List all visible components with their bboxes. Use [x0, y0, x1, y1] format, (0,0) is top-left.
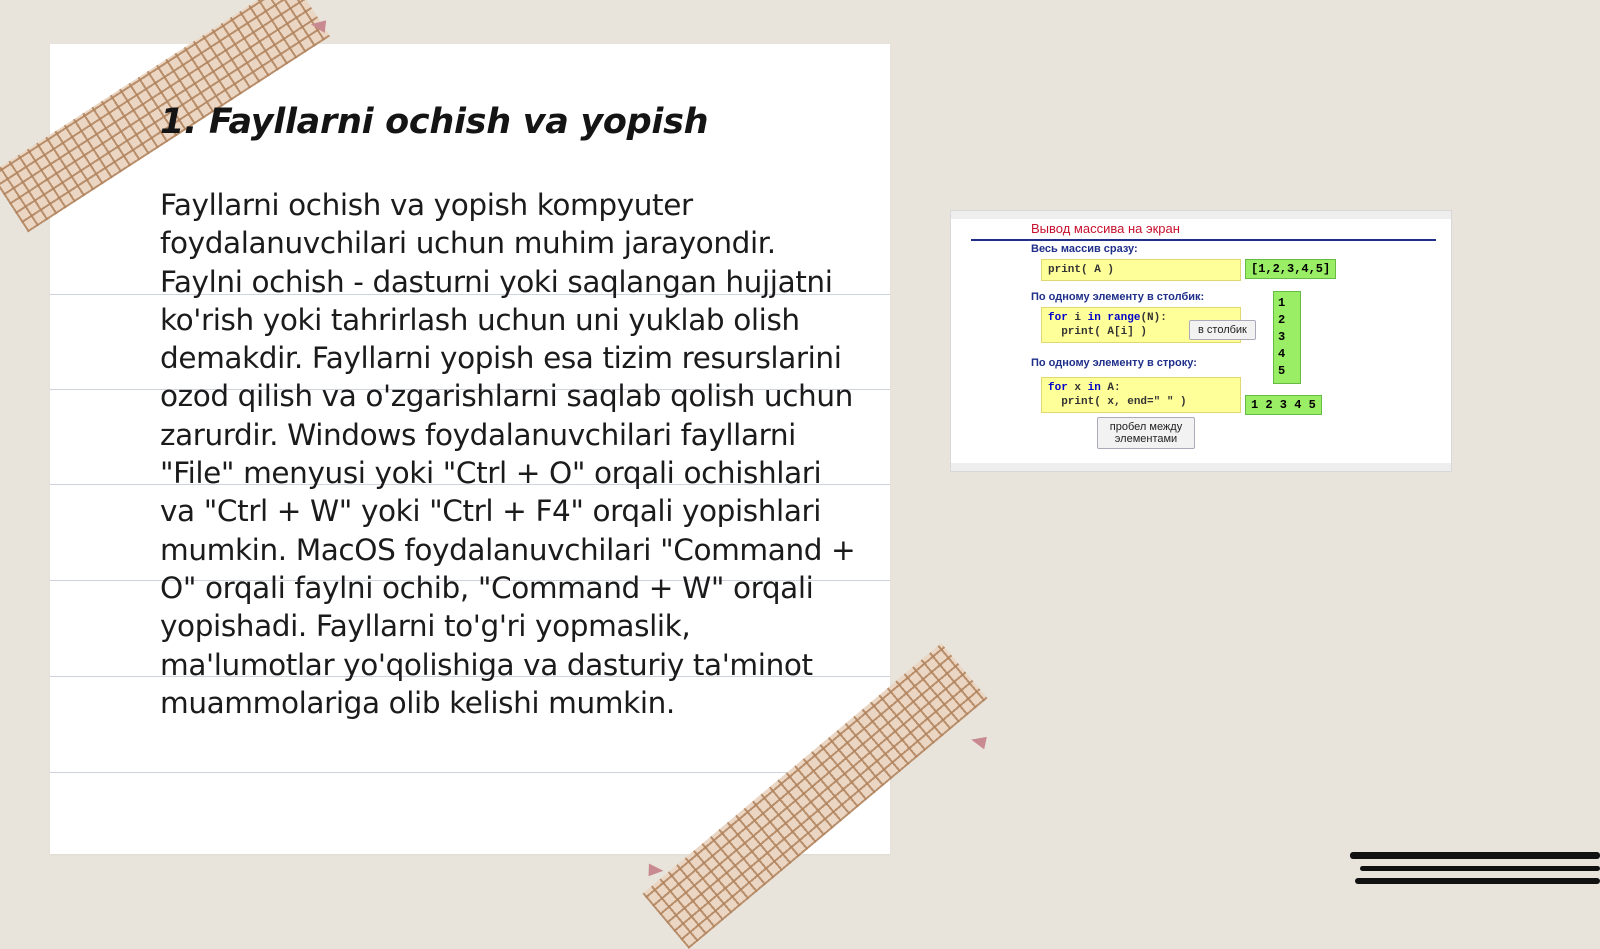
slide-body-text: Fayllarni ochish va yopish kompyuter foydalanuvchilari uchun muhim jarayondir. Faylni ochish - dasturni yoki saqlangan hujjatni ko'rish yoki tahrirlash uchun uni yuklab olish demakdir. Fayllarni yopish esa tizim resurslarini ozod qilish va o'zgarishlarni saqlab qolish uchun zarurdir. Windows foydalanuvchilari fayllarni "File" menyusi yoki "Ctrl + O" orqali ochishlari va "Ctrl + W" yoki "Ctrl + F4" orqali yopishlari mumkin. MacOS foydalanuvchilari "Command + O" orqali faylni ochib, "Command + W" orqali yopishadi. Fayllarni to'g'ri yopmaslik, ma'lumotlar yo'qolishiga va dasturiy ta'minot muammolariga olib kelishi mumkin. — [160, 188, 856, 720]
code-keyword: in — [1087, 382, 1101, 394]
section1-label: Весь массив сразу: — [1031, 243, 1138, 255]
result-item: 1 — [1278, 296, 1286, 310]
tape-corner-mark — [644, 860, 663, 877]
result-item: 2 — [1278, 313, 1286, 327]
section3-callout: пробел между элементами — [1097, 417, 1195, 449]
brush-stroke — [1350, 852, 1600, 859]
code-text: print( x, end=" " ) — [1048, 396, 1187, 408]
screenshot-bottom-bar — [951, 463, 1451, 471]
code-keyword: for — [1048, 312, 1068, 324]
section2-result-column — [1273, 291, 1301, 384]
slide-title: 1. Fayllarni ochish va yopish — [160, 102, 709, 142]
section3-label: По одному элементу в строку: — [1031, 357, 1197, 369]
result-item: 5 — [1278, 364, 1286, 378]
code-text: i — [1067, 312, 1088, 324]
brush-stroke — [1360, 866, 1600, 871]
section1-result: [1,2,3,4,5] — [1245, 259, 1336, 279]
paper-rule-line — [50, 772, 890, 773]
result-item: 3 — [1278, 330, 1286, 344]
brush-stroke — [1355, 878, 1600, 884]
code-keyword: range — [1100, 312, 1141, 324]
code-text: A: — [1100, 382, 1121, 394]
screenshot-top-bar — [951, 211, 1451, 219]
section2-label: По одному элементу в столбик: — [1031, 291, 1205, 303]
section2-callout: в столбик — [1189, 320, 1256, 340]
section3-result: 1 2 3 4 5 — [1245, 395, 1322, 415]
code-keyword: for — [1048, 382, 1068, 394]
screenshot-heading: Вывод массива на экран — [1031, 221, 1180, 236]
embedded-code-screenshot — [950, 210, 1452, 472]
code-text: x — [1067, 382, 1088, 394]
code-text: print( A[i] ) — [1048, 326, 1148, 338]
code-text: (N): — [1140, 312, 1167, 324]
section3-code — [1041, 377, 1241, 413]
section1-code: print( A ) — [1041, 259, 1241, 281]
tape-corner-mark — [971, 737, 989, 752]
code-keyword: in — [1087, 312, 1101, 324]
screenshot-heading-underline — [971, 239, 1436, 241]
result-item: 4 — [1278, 347, 1286, 361]
